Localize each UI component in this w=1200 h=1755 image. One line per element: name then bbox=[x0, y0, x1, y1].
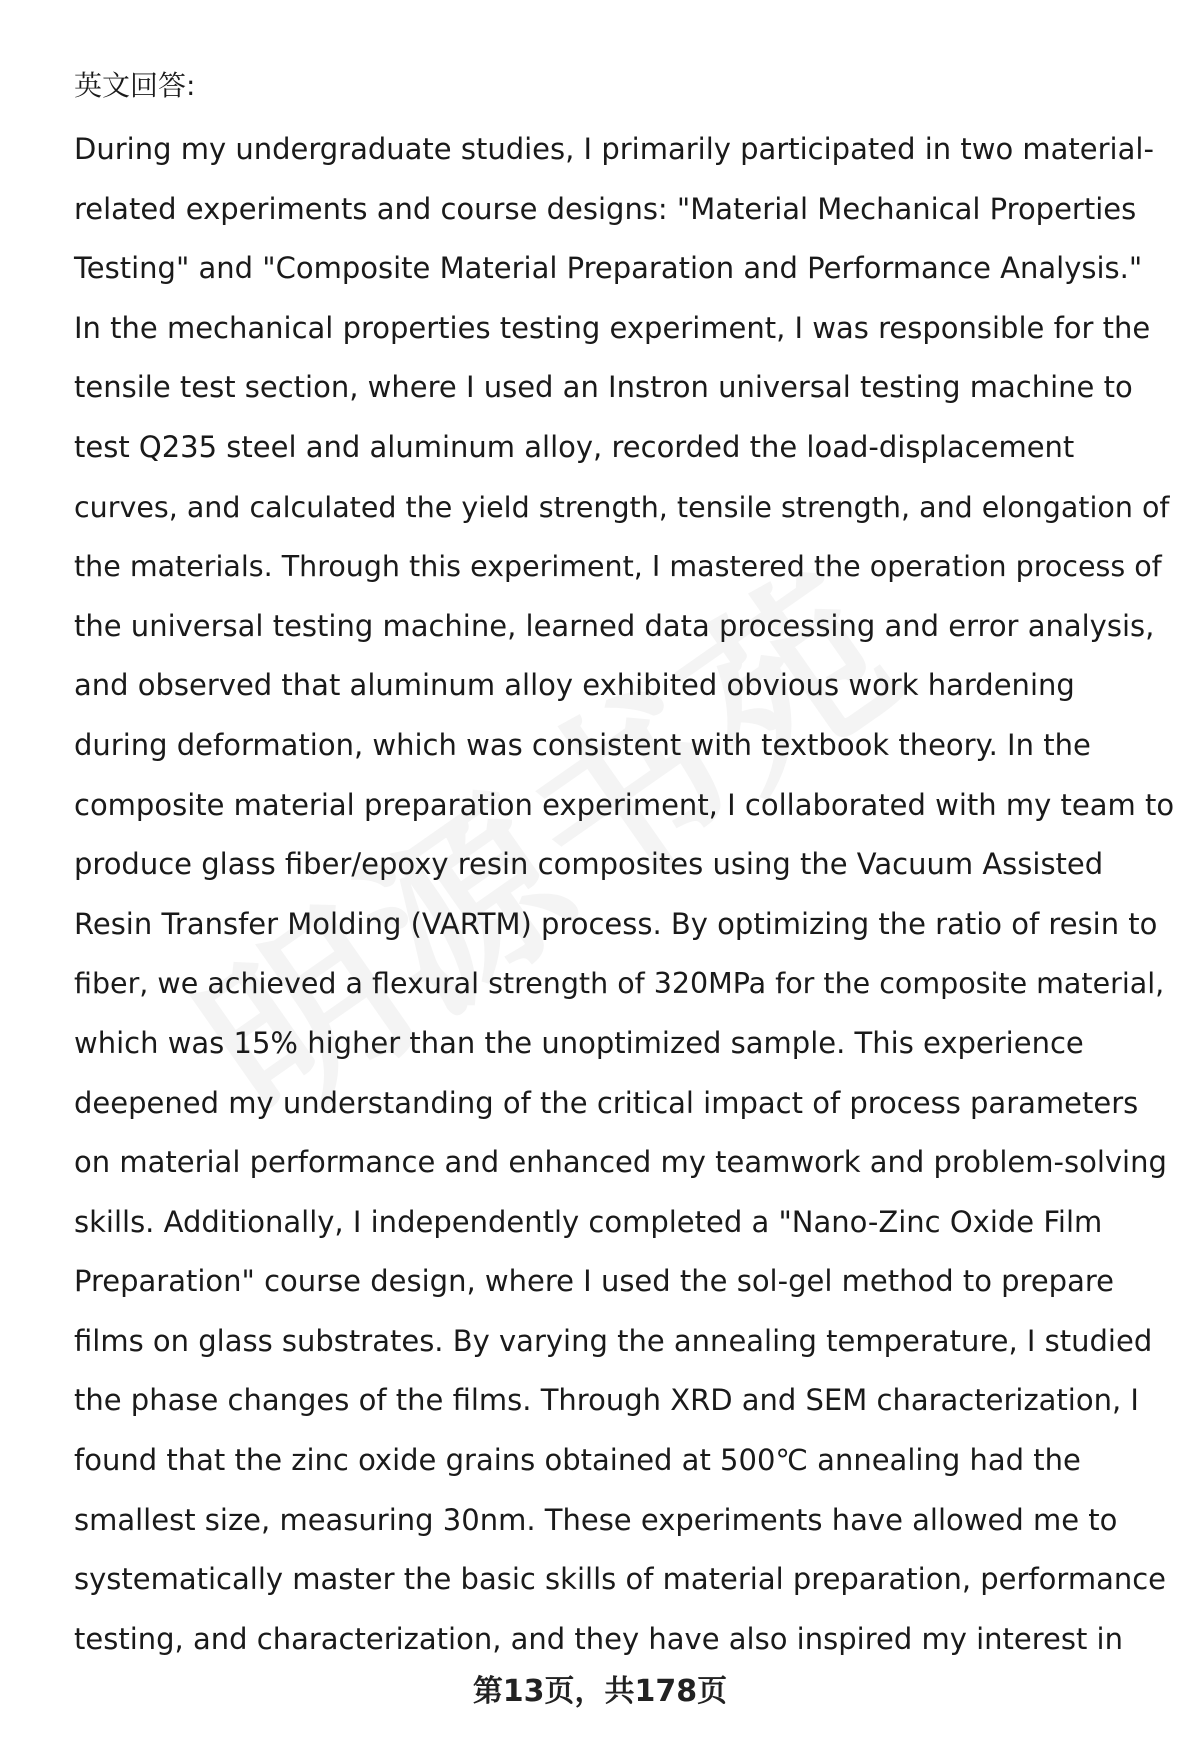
text-line: test Q235 steel and aluminum alloy, recorded the load-displacement bbox=[74, 429, 1075, 464]
text-line: produce glass fiber/epoxy resin composites using the Vacuum Assisted bbox=[74, 847, 1104, 882]
page-number-footer: 第13页，共178页 bbox=[472, 1674, 728, 1709]
text-line: systematically master the basic skills of material preparation, performance bbox=[74, 1562, 1167, 1597]
text-line: Testing" and "Composite Material Preparation and Performance Analysis." bbox=[74, 251, 1143, 286]
text-line: the universal testing machine, learned data processing and error analysis, bbox=[74, 608, 1155, 643]
section-heading: 英文回答: bbox=[74, 69, 196, 102]
text-line: tensile test section, where I used an Instron universal testing machine to bbox=[74, 370, 1133, 405]
text-line: and observed that aluminum alloy exhibited obvious work hardening bbox=[74, 668, 1075, 703]
text-line: which was 15% higher than the unoptimized sample. This experience bbox=[74, 1025, 1084, 1060]
text-line: related experiments and course designs: "Material Mechanical Properties bbox=[74, 191, 1137, 226]
text-line: deepened my understanding of the critical impact of process parameters bbox=[74, 1085, 1139, 1120]
text-line: testing, and characterization, and they have also inspired my interest in bbox=[74, 1621, 1123, 1656]
text-line: In the mechanical properties testing experiment, I was responsible for the bbox=[74, 310, 1151, 345]
text-line: During my undergraduate studies, I primarily participated in two material- bbox=[74, 132, 1154, 166]
text-line: during deformation, which was consistent with textbook theory. In the bbox=[74, 727, 1091, 762]
text-line: Resin Transfer Molding (VARTM) process. By optimizing the ratio of resin to bbox=[74, 906, 1158, 941]
text-line: the materials. Through this experiment, I mastered the operation process of bbox=[74, 550, 1162, 584]
text-line: fiber, we achieved a flexural strength of 320MPa for the composite material, bbox=[74, 967, 1165, 1001]
text-line: on material performance and enhanced my teamwork and problem-solving bbox=[74, 1145, 1167, 1180]
text-line: films on glass substrates. By varying the annealing temperature, I studied bbox=[74, 1323, 1153, 1358]
text-line: curves, and calculated the yield strength, tensile strength, and elongation of bbox=[74, 490, 1170, 524]
text-line: the phase changes of the films. Through XRD and SEM characterization, I bbox=[74, 1383, 1139, 1418]
answer-paragraph bbox=[74, 120, 1174, 1669]
text-line: Preparation" course design, where I used the sol-gel method to prepare bbox=[74, 1264, 1114, 1299]
text-line: found that the zinc oxide grains obtained at 500℃ annealing had the bbox=[74, 1443, 1081, 1478]
text-line: smallest size, measuring 30nm. These experiments have allowed me to bbox=[74, 1502, 1118, 1537]
text-line: skills. Additionally, I independently completed a "Nano-Zinc Oxide Film bbox=[74, 1204, 1103, 1239]
text-line: composite material preparation experiment, I collaborated with my team to bbox=[74, 787, 1175, 822]
